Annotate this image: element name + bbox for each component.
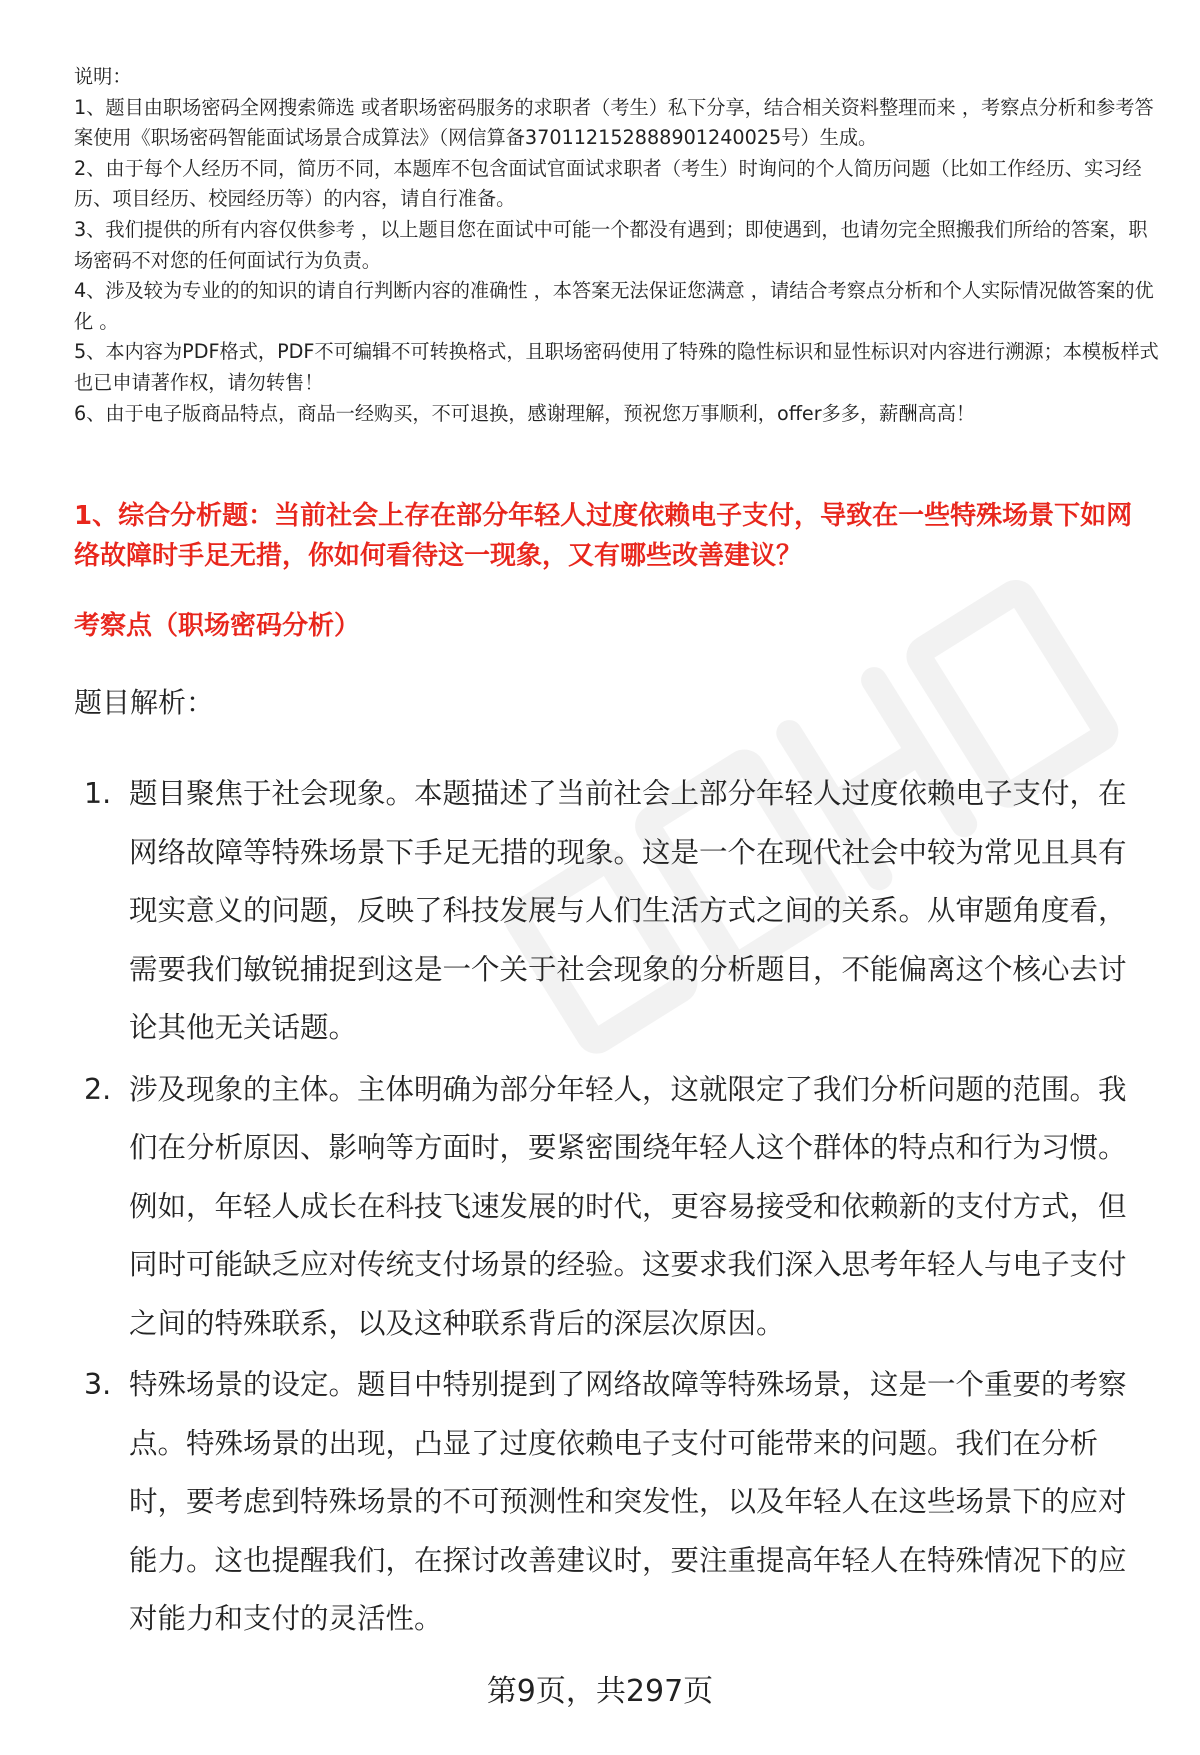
note-item: 5、本内容为PDF格式，PDF不可编辑不可转换格式，且职场密码使用了特殊的隐性标识和显性标识对内容进行溯源；本模板样式也已申请著作权，请勿转售！ <box>74 340 1159 394</box>
note-item: 6、由于电子版商品特点，商品一经购买，不可退换，感谢理解，预祝您万事顺利，offer多多，薪酬高高！ <box>74 401 976 425</box>
section-title: 考察点（职场密码分析） <box>74 611 361 641</box>
list-item-number: 1. <box>84 777 112 810</box>
note-item: 2、由于每个人经历不同，简历不同，本题库不包含面试官面试求职者（考生）时询问的个人简历问题（比如工作经历、实习经历、项目经历、校园经历等）的内容，请自行准备。 <box>74 156 1142 211</box>
list-item <box>74 765 1154 1058</box>
list-item-text: 涉及现象的主体。主体明确为部分年轻人，这就限定了我们分析问题的范围。我们在分析原因、影响等方面时，要紧密围绕年轻人这个群体的特点和行为习惯。例如，年轻人成长在科技飞速发展的时代，更容易接受和依赖新的支付方式，但同时可能缺乏应对传统支付场景的经验。这要求我们深入思考年轻人与电子支付之间的特殊联系，以及这种联系背后的深层次原因。 <box>129 1072 1127 1340</box>
note-item: 3、我们提供的所有内容仅供参考 ，以上题目您在面试中可能一个都没有遇到；即使遇到，也请勿完全照搬我们所给的答案，职场密码不对您的任何面试行为负责。 <box>74 217 1148 272</box>
note-item: 1、题目由职场密码全网搜索筛选 或者职场密码服务的求职者（考生）私下分享，结合相关资料整理而来 ，考察点分析和参考答案使用《职场密码智能面试场景合成算法》（网信算备370112152888901240025号）生成。 <box>74 95 1154 150</box>
analysis-points-list <box>74 765 1154 1652</box>
list-item <box>74 1356 1154 1649</box>
list-item-text: 特殊场景的设定。题目中特别提到了网络故障等特殊场景，这是一个重要的考察点。特殊场景的出现，凸显了过度依赖电子支付可能带来的问题。我们在分析时，要考虑到特殊场景的不可预测性和突发性，以及年轻人在这些场景下的应对能力。这也提醒我们，在探讨改善建议时，要注重提高年轻人在特殊情况下的应对能力和支付的灵活性。 <box>129 1368 1127 1635</box>
list-item-text: 题目聚焦于社会现象。本题描述了当前社会上部分年轻人过度依赖电子支付，在网络故障等特殊场景下手足无措的现象。这是一个在现代社会中较为常见且具有现实意义的问题，反映了科技发展与人们生活方式之间的关系。从审题角度看，需要我们敏锐捕捉到这是一个关于社会现象的分析题目，不能偏离这个核心去讨论其他无关话题。 <box>129 777 1127 1044</box>
question-heading: 1、综合分析题：当前社会上存在部分年轻人过度依赖电子支付，导致在一些特殊场景下如网络故障时手足无措，你如何看待这一现象，又有哪些改善建议？ <box>74 501 1133 571</box>
page-number-footer: 第9页，共297页 <box>486 1674 714 1709</box>
note-item: 4、涉及较为专业的的知识的请自行判断内容的准确性 ，本答案无法保证您满意 ，请结合考察点分析和个人实际情况做答案的优化 。 <box>74 279 1154 333</box>
list-item <box>74 1061 1154 1354</box>
notes-heading: 说明： <box>74 65 132 88</box>
disclaimer-notes <box>74 62 1164 429</box>
list-item-number: 3. <box>84 1368 112 1401</box>
analysis-label: 题目解析： <box>74 686 215 719</box>
list-item-number: 2. <box>84 1072 112 1106</box>
